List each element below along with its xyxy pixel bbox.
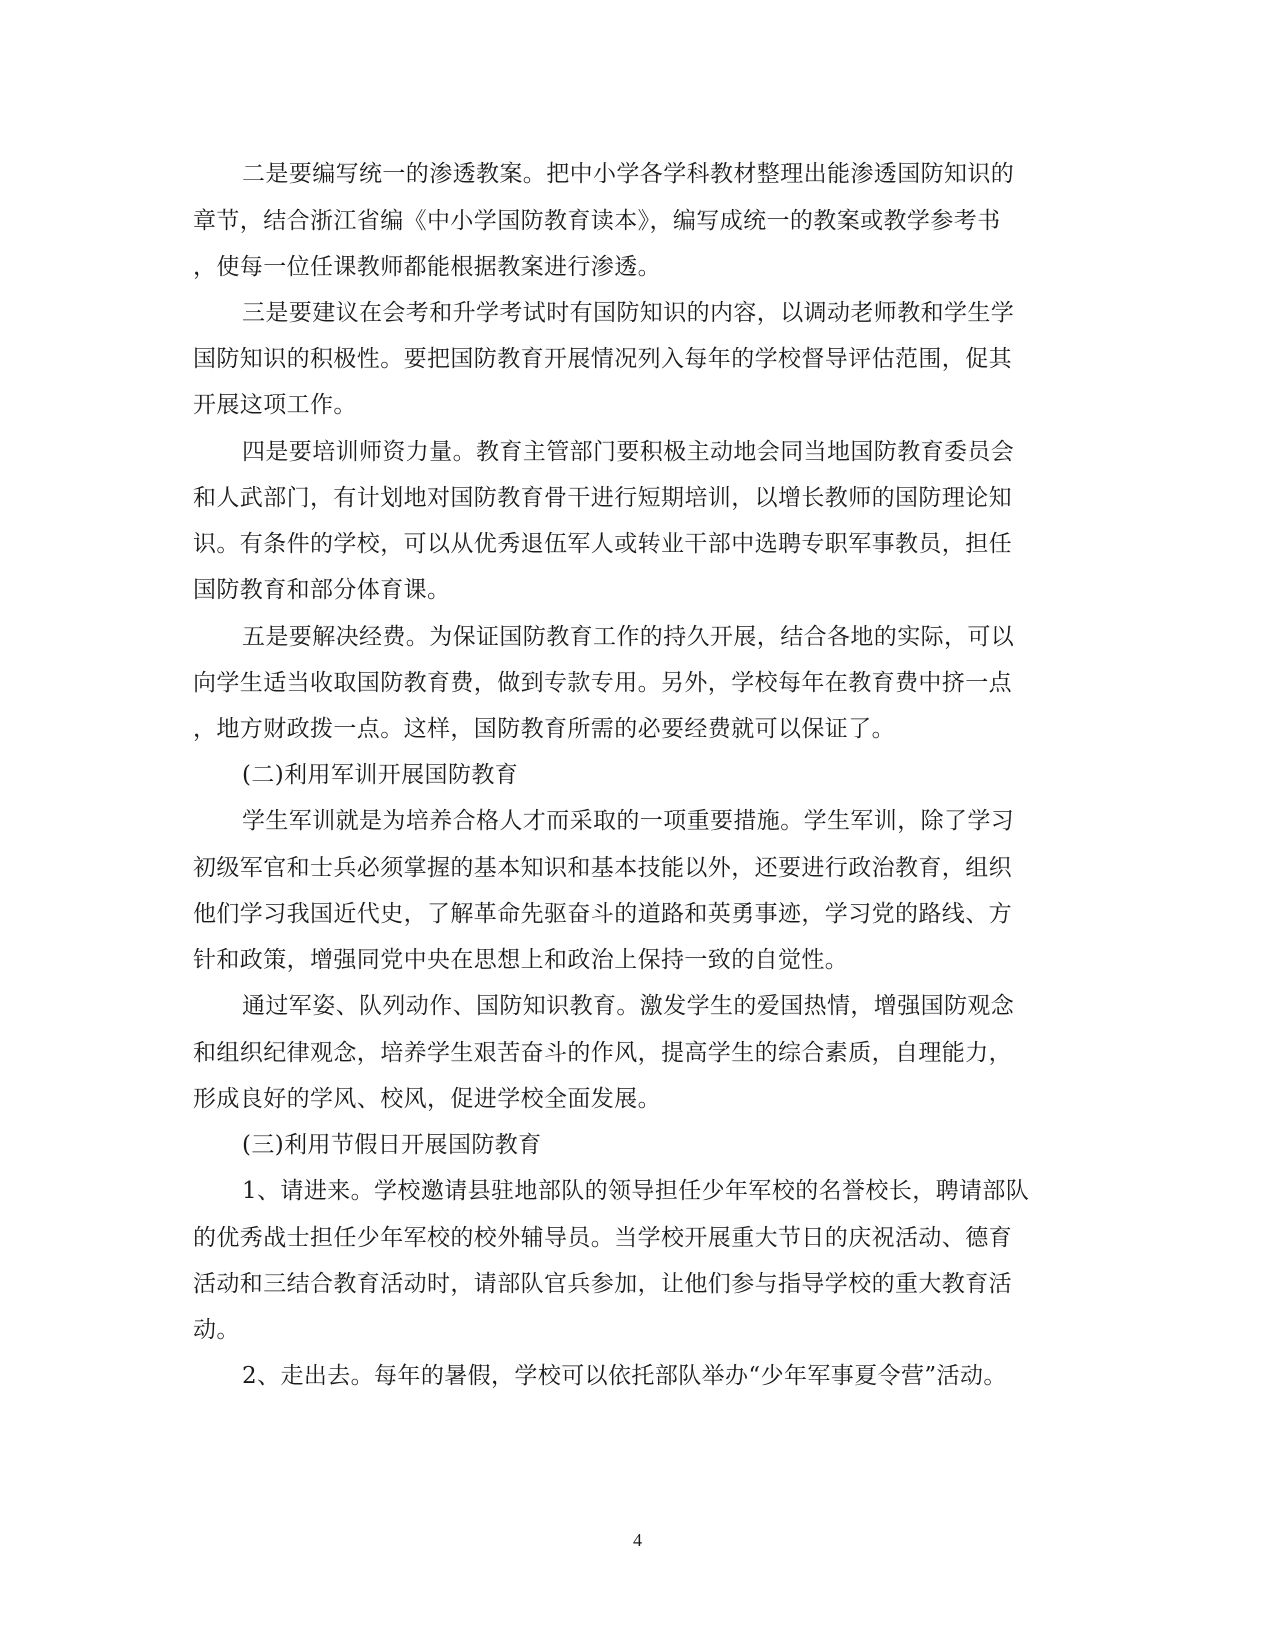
paragraph-line: 初级军官和士兵必须掌握的基本知识和基本技能以外，还要进行政治教育，组织 bbox=[193, 855, 1012, 881]
paragraph-line: 他们学习我国近代史，了解革命先驱奋斗的道路和英勇事迹，学习党的路线、方 bbox=[193, 901, 1012, 927]
paragraph-line: 二是要编写统一的渗透教案。把中小学各学科教材整理出能渗透国防知识的 bbox=[242, 161, 1015, 187]
paragraph-line: 四是要培训师资力量。教育主管部门要积极主动地会同当地国防教育委员会 bbox=[242, 439, 1015, 465]
section-heading: (三)利用节假日开展国防教育 bbox=[242, 1132, 542, 1158]
paragraph-line: 针和政策，增强同党中央在思想上和政治上保持一致的自觉性。 bbox=[193, 947, 849, 973]
paragraph-line: 形成良好的学风、校风，促进学校全面发展。 bbox=[193, 1086, 661, 1112]
paragraph-line: 向学生适当收取国防教育费，做到专款专用。另外，学校每年在教育费中挤一点 bbox=[193, 670, 1012, 696]
paragraph-line: 章节，结合浙江省编《中小学国防教育读本》，编写成统一的教案或教学参考书 bbox=[193, 208, 1001, 234]
paragraph-line: ，使每一位任课教师都能根据教案进行渗透。 bbox=[193, 254, 661, 280]
paragraph-line: 学生军训就是为培养合格人才而采取的一项重要措施。学生军训，除了学习 bbox=[242, 808, 1015, 834]
paragraph-line: 国防知识的积极性。要把国防教育开展情况列入每年的学校督导评估范围，促其 bbox=[193, 346, 1012, 372]
section-heading: (二)利用军训开展国防教育 bbox=[242, 762, 519, 788]
paragraph-line: 通过军姿、队列动作、国防知识教育。激发学生的爱国热情，增强国防观念 bbox=[242, 993, 1015, 1019]
paragraph-line: 的优秀战士担任少年军校的校外辅导员。当学校开展重大节日的庆祝活动、德育 bbox=[193, 1225, 1012, 1251]
paragraph-line: 动。 bbox=[193, 1317, 240, 1343]
paragraph-line: 国防教育和部分体育课。 bbox=[193, 577, 451, 603]
paragraph-line: 2、走出去。每年的暑假，学校可以依托部队举办“少年军事夏令营”活动。 bbox=[242, 1363, 1007, 1389]
paragraph-line: 识。有条件的学校，可以从优秀退伍军人或转业干部中选聘专职军事教员，担任 bbox=[193, 531, 1012, 557]
paragraph-line: 1、请进来。学校邀请县驻地部队的领导担任少年军校的名誉校长，聘请部队 bbox=[242, 1178, 1030, 1204]
paragraph-line: 和人武部门，有计划地对国防教育骨干进行短期培训，以增长教师的国防理论知 bbox=[193, 485, 1012, 511]
page-number: 4 bbox=[633, 1530, 642, 1550]
paragraph-line: 活动和三结合教育活动时，请部队官兵参加，让他们参与指导学校的重大教育活 bbox=[193, 1271, 1012, 1297]
paragraph-line: 开展这项工作。 bbox=[193, 392, 357, 418]
paragraph-line: 三是要建议在会考和升学考试时有国防知识的内容，以调动老师教和学生学 bbox=[242, 300, 1015, 326]
paragraph-line: ，地方财政拨一点。这样，国防教育所需的必要经费就可以保证了。 bbox=[193, 716, 895, 742]
paragraph-line: 五是要解决经费。为保证国防教育工作的持久开展，结合各地的实际，可以 bbox=[242, 624, 1015, 650]
paragraph-line: 和组织纪律观念，培养学生艰苦奋斗的作风，提高学生的综合素质，自理能力， bbox=[193, 1040, 1012, 1066]
